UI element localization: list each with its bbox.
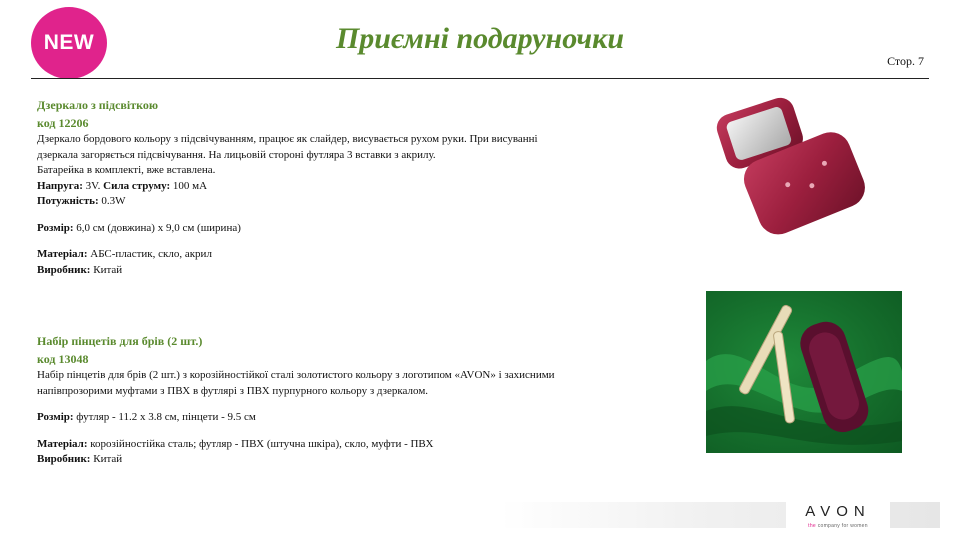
maker-label: Виробник: bbox=[37, 263, 91, 276]
product-material-line bbox=[37, 247, 657, 263]
product-description-line: Батарейка в комплекті, вже вставлена. bbox=[37, 164, 216, 176]
product-size-line bbox=[37, 410, 677, 426]
avon-tagline-prefix: the bbox=[808, 523, 818, 529]
size-label: Розмір: bbox=[37, 411, 74, 423]
maker-value: Китай bbox=[90, 263, 123, 276]
mirror-product-image bbox=[710, 92, 870, 242]
material-value: корозійностійка сталь; футляр - ПВХ (штучна шкіра), скло, муфти - ПВХ bbox=[87, 437, 434, 450]
avon-tagline-rest: company for women bbox=[817, 523, 868, 529]
product-specs-line bbox=[37, 179, 657, 195]
size-value: футляр - 11.2 х 3.8 см, пінцети - 9.5 см bbox=[73, 411, 256, 423]
product-description-line: дзеркала загоряється підсвічування. На лицьовій стороні футляра 3 вставки з акрилу. bbox=[37, 148, 436, 161]
size-label: Розмір: bbox=[37, 221, 74, 234]
material-value: АБС-пластик, скло, акрил bbox=[87, 248, 212, 260]
size-value: 6,0 см (довжина) х 9,0 см (ширина) bbox=[73, 221, 241, 234]
voltage-label: Напруга: bbox=[37, 179, 83, 192]
material-label: Матеріал: bbox=[37, 437, 88, 450]
new-badge-label: NEW bbox=[43, 31, 95, 54]
product-size-line bbox=[37, 221, 657, 237]
product-material-line bbox=[37, 437, 677, 453]
power-label: Потужність: bbox=[37, 195, 99, 207]
product-code: код 12206 bbox=[37, 116, 89, 130]
product-description-line: напівпрозорими муфтами з ПВХ в футлярі з ПВХ пурпурного кольору з дзеркалом. bbox=[37, 384, 429, 397]
page-title: Приємні подаруночки bbox=[335, 22, 625, 55]
tweezers-product-image bbox=[706, 291, 902, 453]
product-maker-line bbox=[37, 263, 657, 279]
avon-tagline bbox=[786, 523, 890, 529]
product-description-line: Дзеркало бордового кольору з підсвічуванням, працює як слайдер, висувається рухом руки. При висуванні bbox=[37, 133, 538, 145]
header-divider bbox=[31, 78, 929, 79]
page-number: Стор. 7 bbox=[887, 54, 924, 68]
avon-wordmark: AVON bbox=[805, 503, 871, 520]
maker-value: Китай bbox=[90, 453, 123, 465]
product-maker-line bbox=[37, 452, 677, 468]
current-value: 100 мА bbox=[170, 179, 208, 192]
material-label: Матеріал: bbox=[37, 248, 88, 260]
product-title: Дзеркало з підсвіткою bbox=[37, 98, 159, 112]
product-code: код 13048 bbox=[37, 352, 89, 366]
product-mirror bbox=[37, 96, 657, 278]
current-label: Сила струму: bbox=[103, 179, 171, 192]
tweezers-illustration bbox=[706, 291, 902, 453]
product-title: Набір пінцетів для брів (2 шт.) bbox=[37, 334, 203, 348]
product-power-line bbox=[37, 194, 657, 210]
power-value: 0.3W bbox=[98, 195, 126, 207]
maker-label: Виробник: bbox=[37, 453, 91, 465]
voltage-value: 3V. bbox=[82, 179, 104, 192]
avon-logo bbox=[786, 500, 890, 532]
product-description-line: Набір пінцетів для брів (2 шт.) з корозійностійкої сталі золотистого кольору з логотипом «AVON» і захисними bbox=[37, 369, 555, 381]
product-tweezers bbox=[37, 332, 677, 468]
